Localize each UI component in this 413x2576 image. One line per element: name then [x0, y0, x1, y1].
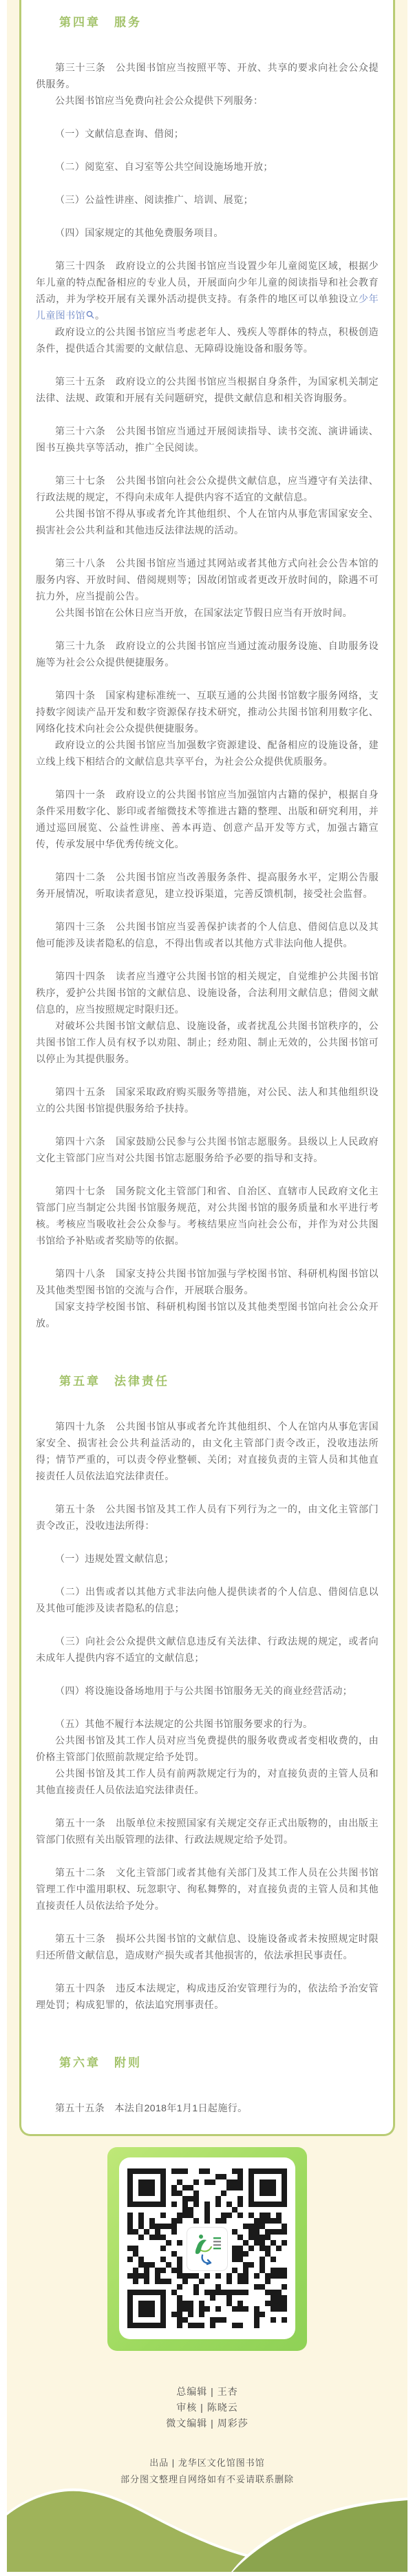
article-paragraph: 第四十一条 政府设立的公共图书馆应当加强馆内古籍的保护，根据自身条件采用数字化、影印或者缩微技术等推进古籍的整理、出版和研究利用，并通过巡回展览、公益性讲座、善本再造、创意产品开发等方式，加强古籍宣传，传承发展中华优秀传统文化。 — [36, 789, 379, 849]
disclaimer-line: 部分图文整理自网络如有不妥请联系删除 — [120, 2474, 294, 2484]
paragraph: 政府设立的公共图书馆应当加强数字资源建设、配备相应的设施设备，建立线上线下相结合的文献信息共享平台，为社会公众提供优质服务。 — [36, 739, 379, 767]
paragraph: 公共图书馆应当免费向社会公众提供下列服务： — [55, 95, 264, 106]
article-paragraph: 第五十五条 本法自2018年1月1日起施行。 — [55, 2102, 248, 2113]
credit-line: 审核 | 陈晓云 — [176, 2402, 238, 2413]
paragraph: 国家支持学校图书馆、科研机构图书馆以及其他类型图书馆向社会公众开放。 — [36, 1301, 379, 1329]
children-library-link[interactable]: 少年儿童图书馆 — [36, 293, 379, 321]
producer-line: 出品 | 龙华区文化馆图书馆 — [149, 2458, 265, 2468]
library-logo-icon — [191, 2232, 223, 2266]
article-paragraph: 第三十八条 公共图书馆应当通过其网站或者其他方式向社会公告本馆的服务内容、开放时间、借阅规则等；因故闭馆或者更改开放时间的，除遇不可抗力外，应当提前公告。 — [36, 558, 379, 602]
law-text-card — [19, 0, 395, 2136]
article-paragraph: 第五十一条 出版单位未按照国家有关规定交存正式出版物的，由出版主管部门依照有关出版管理的法律、行政法规规定给予处罚。 — [36, 1817, 379, 1845]
article-paragraph: 第五十四条 违反本法规定，构成违反治安管理行为的，依法给予治安管理处罚；构成犯罪的，依法追究刑事责任。 — [36, 1983, 379, 2010]
paragraph-text: 。 — [95, 310, 105, 321]
article-paragraph: 第四十二条 公共图书馆应当改善服务条件、提高服务水平，定期公告服务开展情况，听取读者意见，建立投诉渠道，完善反馈机制，接受社会监督。 — [36, 872, 379, 899]
article-paragraph: 第三十三条 公共图书馆应当按照平等、开放、共享的要求向社会公众提供服务。 — [36, 62, 379, 89]
list-item: （一）违规处置文献信息； — [55, 1553, 174, 1564]
article-paragraph: 第三十六条 公共图书馆应当通过开展阅读指导、读书交流、演讲诵读、图书互换共享等活动，推广全民阅读。 — [36, 425, 379, 453]
list-item: （二）阅览室、自习室等公共空间设施场地开放； — [55, 161, 273, 172]
chapter-heading: 第五章 法律责任 — [59, 1375, 169, 1388]
list-item: （三）向社会公众提供文献信息违反有关法律、行政法规的规定，或者向未成年人提供内容不适宜的文献信息； — [36, 1636, 379, 1663]
credit-line: 微文编辑 | 周彩莎 — [166, 2418, 248, 2429]
article-paragraph: 第四十条 国家构建标准统一、互联互通的公共图书馆数字服务网络，支持数字阅读产品开发和数字资源保存技术研究，推动公共图书馆利用数字化、网络化技术向社会公众提供便捷服务。 — [36, 690, 379, 734]
paragraph: 公共图书馆及其工作人员有前两款规定行为的，对直接负责的主管人员和其他直接责任人员依法追究法律责任。 — [36, 1768, 379, 1795]
article-paragraph: 第四十七条 国务院文化主管部门和省、自治区、直辖市人民政府文化主管部门应当制定公共图书馆服务规范，对公共图书馆的服务质量和水平进行考核。考核应当吸收社会公众参与。考核结果应当向社会公布，并作为对公共图书馆给予补贴或者奖励等的依据。 — [36, 1185, 379, 1246]
qr-section — [107, 2147, 307, 2351]
paragraph: 公共图书馆不得从事或者允许其他组织、个人在馆内从事危害国家安全、损害社会公共利益和其他违反法律法规的活动。 — [36, 508, 379, 536]
paragraph-text: 第三十四条 政府设立的公共图书馆应当设置少年儿童阅览区域，根据少年儿童的特点配备相应的专业人员，开展面向少年儿童的阅读指导和社会教育活动，并为学校开展有关课外活动提供支持。有条件的地区可以单独设立 — [36, 260, 379, 304]
paragraph: 公共图书馆及其工作人员对应当免费提供的服务收费或者变相收费的，由价格主管部门依照前款规定给予处罚。 — [36, 1735, 379, 1762]
article-paragraph: 第三十七条 公共图书馆向社会公众提供文献信息，应当遵守有关法律、行政法规的规定，不得向未成年人提供内容不适宜的文献信息。 — [36, 475, 379, 503]
paragraph: 公共图书馆在公休日应当开放，在国家法定节假日应当有开放时间。 — [55, 607, 352, 618]
left-hill — [7, 2491, 263, 2572]
article-paragraph: 第五十二条 文化主管部门或者其他有关部门及其工作人员在公共图书馆管理工作中滥用职权、玩忽职守、徇私舞弊的，对直接负责的主管人员和其他直接责任人员依法给予处分。 — [36, 1867, 379, 1911]
article-paragraph: 第四十九条 公共图书馆从事或者允许其他组织、个人在馆内从事危害国家安全、损害社会公共利益活动的，由文化主管部门责令改正，没收违法所得；情节严重的，可以责令停业整顿、关闭；对直接负责的主管人员和其他直接责任人员依法追究法律责任。 — [36, 1421, 379, 1481]
list-item: （五）其他不履行本法规定的公共图书馆服务要求的行为。 — [55, 1718, 313, 1729]
list-item: （四）国家规定的其他免费服务项目。 — [55, 227, 224, 238]
paragraph: 政府设立的公共图书馆应当考虑老年人、残疾人等群体的特点，积极创造条件，提供适合其需要的文献信息、无障碍设施设备和服务等。 — [36, 326, 379, 354]
footer-hills — [7, 2475, 407, 2572]
article-paragraph — [36, 257, 379, 324]
search-icon[interactable] — [86, 310, 94, 319]
list-item: （三）公益性讲座、阅读推广、培训、展览； — [55, 194, 253, 205]
paragraph: 对破坏公共图书馆文献信息、设施设备，或者扰乱公共图书馆秩序的，公共图书馆工作人员有权予以劝阻、制止；经劝阻、制止无效的，公共图书馆可以停止为其提供服务。 — [36, 1020, 379, 1064]
list-item: （四）将设施设备场地用于与公共图书馆服务无关的商业经营活动； — [55, 1685, 352, 1696]
article-paragraph: 第四十六条 国家鼓励公民参与公共图书馆志愿服务。县级以上人民政府文化主管部门应当对公共图书馆志愿服务给予必要的指导和支持。 — [36, 1136, 379, 1163]
article-paragraph: 第四十八条 国家支持公共图书馆加强与学校图书馆、科研机构图书馆以及其他类型图书馆的交流与合作，开展联合服务。 — [36, 1268, 379, 1296]
credits — [7, 2384, 407, 2431]
article-paragraph: 第五十条 公共图书馆及其工作人员有下列行为之一的，由文化主管部门责令改正，没收违法所得： — [36, 1503, 379, 1531]
qr-center-logo — [187, 2227, 228, 2271]
right-hill — [233, 2500, 407, 2572]
article-paragraph: 第三十九条 政府设立的公共图书馆应当通过流动服务设施、自助服务设施等为社会公众提供便捷服务。 — [36, 640, 379, 668]
list-item: （二）出售或者以其他方式非法向他人提供读者的个人信息、借阅信息以及其他可能涉及读者隐私的信息； — [36, 1586, 379, 1614]
article-body — [36, 14, 379, 2116]
article-background — [7, 0, 407, 2572]
list-item: （一）文献信息查询、借阅； — [55, 128, 184, 139]
chapter-heading: 第四章 服务 — [59, 16, 142, 29]
article-paragraph: 第三十五条 政府设立的公共图书馆应当根据自身条件，为国家机关制定法律、法规、政策和开展有关问题研究，提供文献信息和相关咨询服务。 — [36, 376, 379, 403]
article-paragraph: 第四十三条 公共图书馆应当妥善保护读者的个人信息、借阅信息以及其他可能涉及读者隐私的信息，不得出售或者以其他方式非法向他人提供。 — [36, 921, 379, 949]
article-paragraph: 第五十三条 损坏公共图书馆的文献信息、设施设备或者未按照规定时限归还所借文献信息，造成财产损失或者其他损害的，依法承担民事责任。 — [36, 1933, 379, 1961]
article-paragraph: 第四十四条 读者应当遵守公共图书馆的相关规定，自觉维护公共图书馆秩序，爱护公共图书馆的文献信息、设施设备，合法利用文献信息；借阅文献信息的，应当按照规定时限归还。 — [36, 971, 379, 1015]
chapter-heading: 第六章 附则 — [59, 2056, 142, 2069]
credit-line: 总编辑 | 王杏 — [176, 2386, 238, 2397]
article-paragraph: 第四十五条 国家采取政府购买服务等措施，对公民、法人和其他组织设立的公共图书馆提供服务给予扶持。 — [36, 1086, 379, 1114]
